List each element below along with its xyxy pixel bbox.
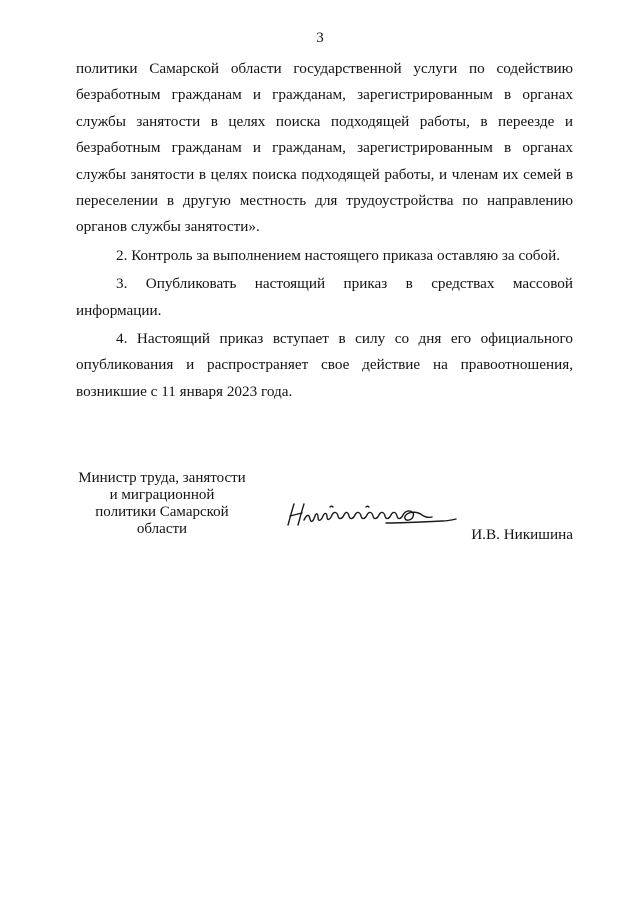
signer-title-line: области (136, 521, 188, 537)
document-body (76, 56, 573, 405)
paragraph-continuation: политики Самарской области государственной услуги по содействию безработным гражданам и гражданам, зарегистрированным в органах службы занятости в целях поиска подходящей работы, в переезде и безработным гражданам и гражданам, зарегистрированным в органах службы занятости в целях поиска подходящей работы, и членам их семей в переселении в другую местность для трудоустройства по направлению органов службы занятости». (76, 60, 573, 236)
signer-title-line: и миграционной (109, 487, 215, 503)
signer-title-line: политики Самарской (95, 504, 229, 520)
signer-title-line: Министр труда, занятости (78, 470, 246, 486)
signer-title (76, 470, 248, 538)
paragraph-item-2: 2. Контроль за выполнением настоящего приказа оставляю за собой. (116, 246, 561, 264)
paragraph-item-4: 4. Настоящий приказ вступает в силу со дня его официального опубликования и распространяет свое действие на правоотношения, возникшие с 11 января 2023 года. (76, 330, 573, 400)
signer-name: И.В. Никишина (471, 526, 573, 543)
paragraph-item-3: 3. Опубликовать настоящий приказ в средствах массовой информации. (76, 275, 573, 319)
signature-block (76, 470, 573, 550)
page-number: 3 (316, 30, 324, 46)
handwritten-signature (282, 498, 458, 532)
